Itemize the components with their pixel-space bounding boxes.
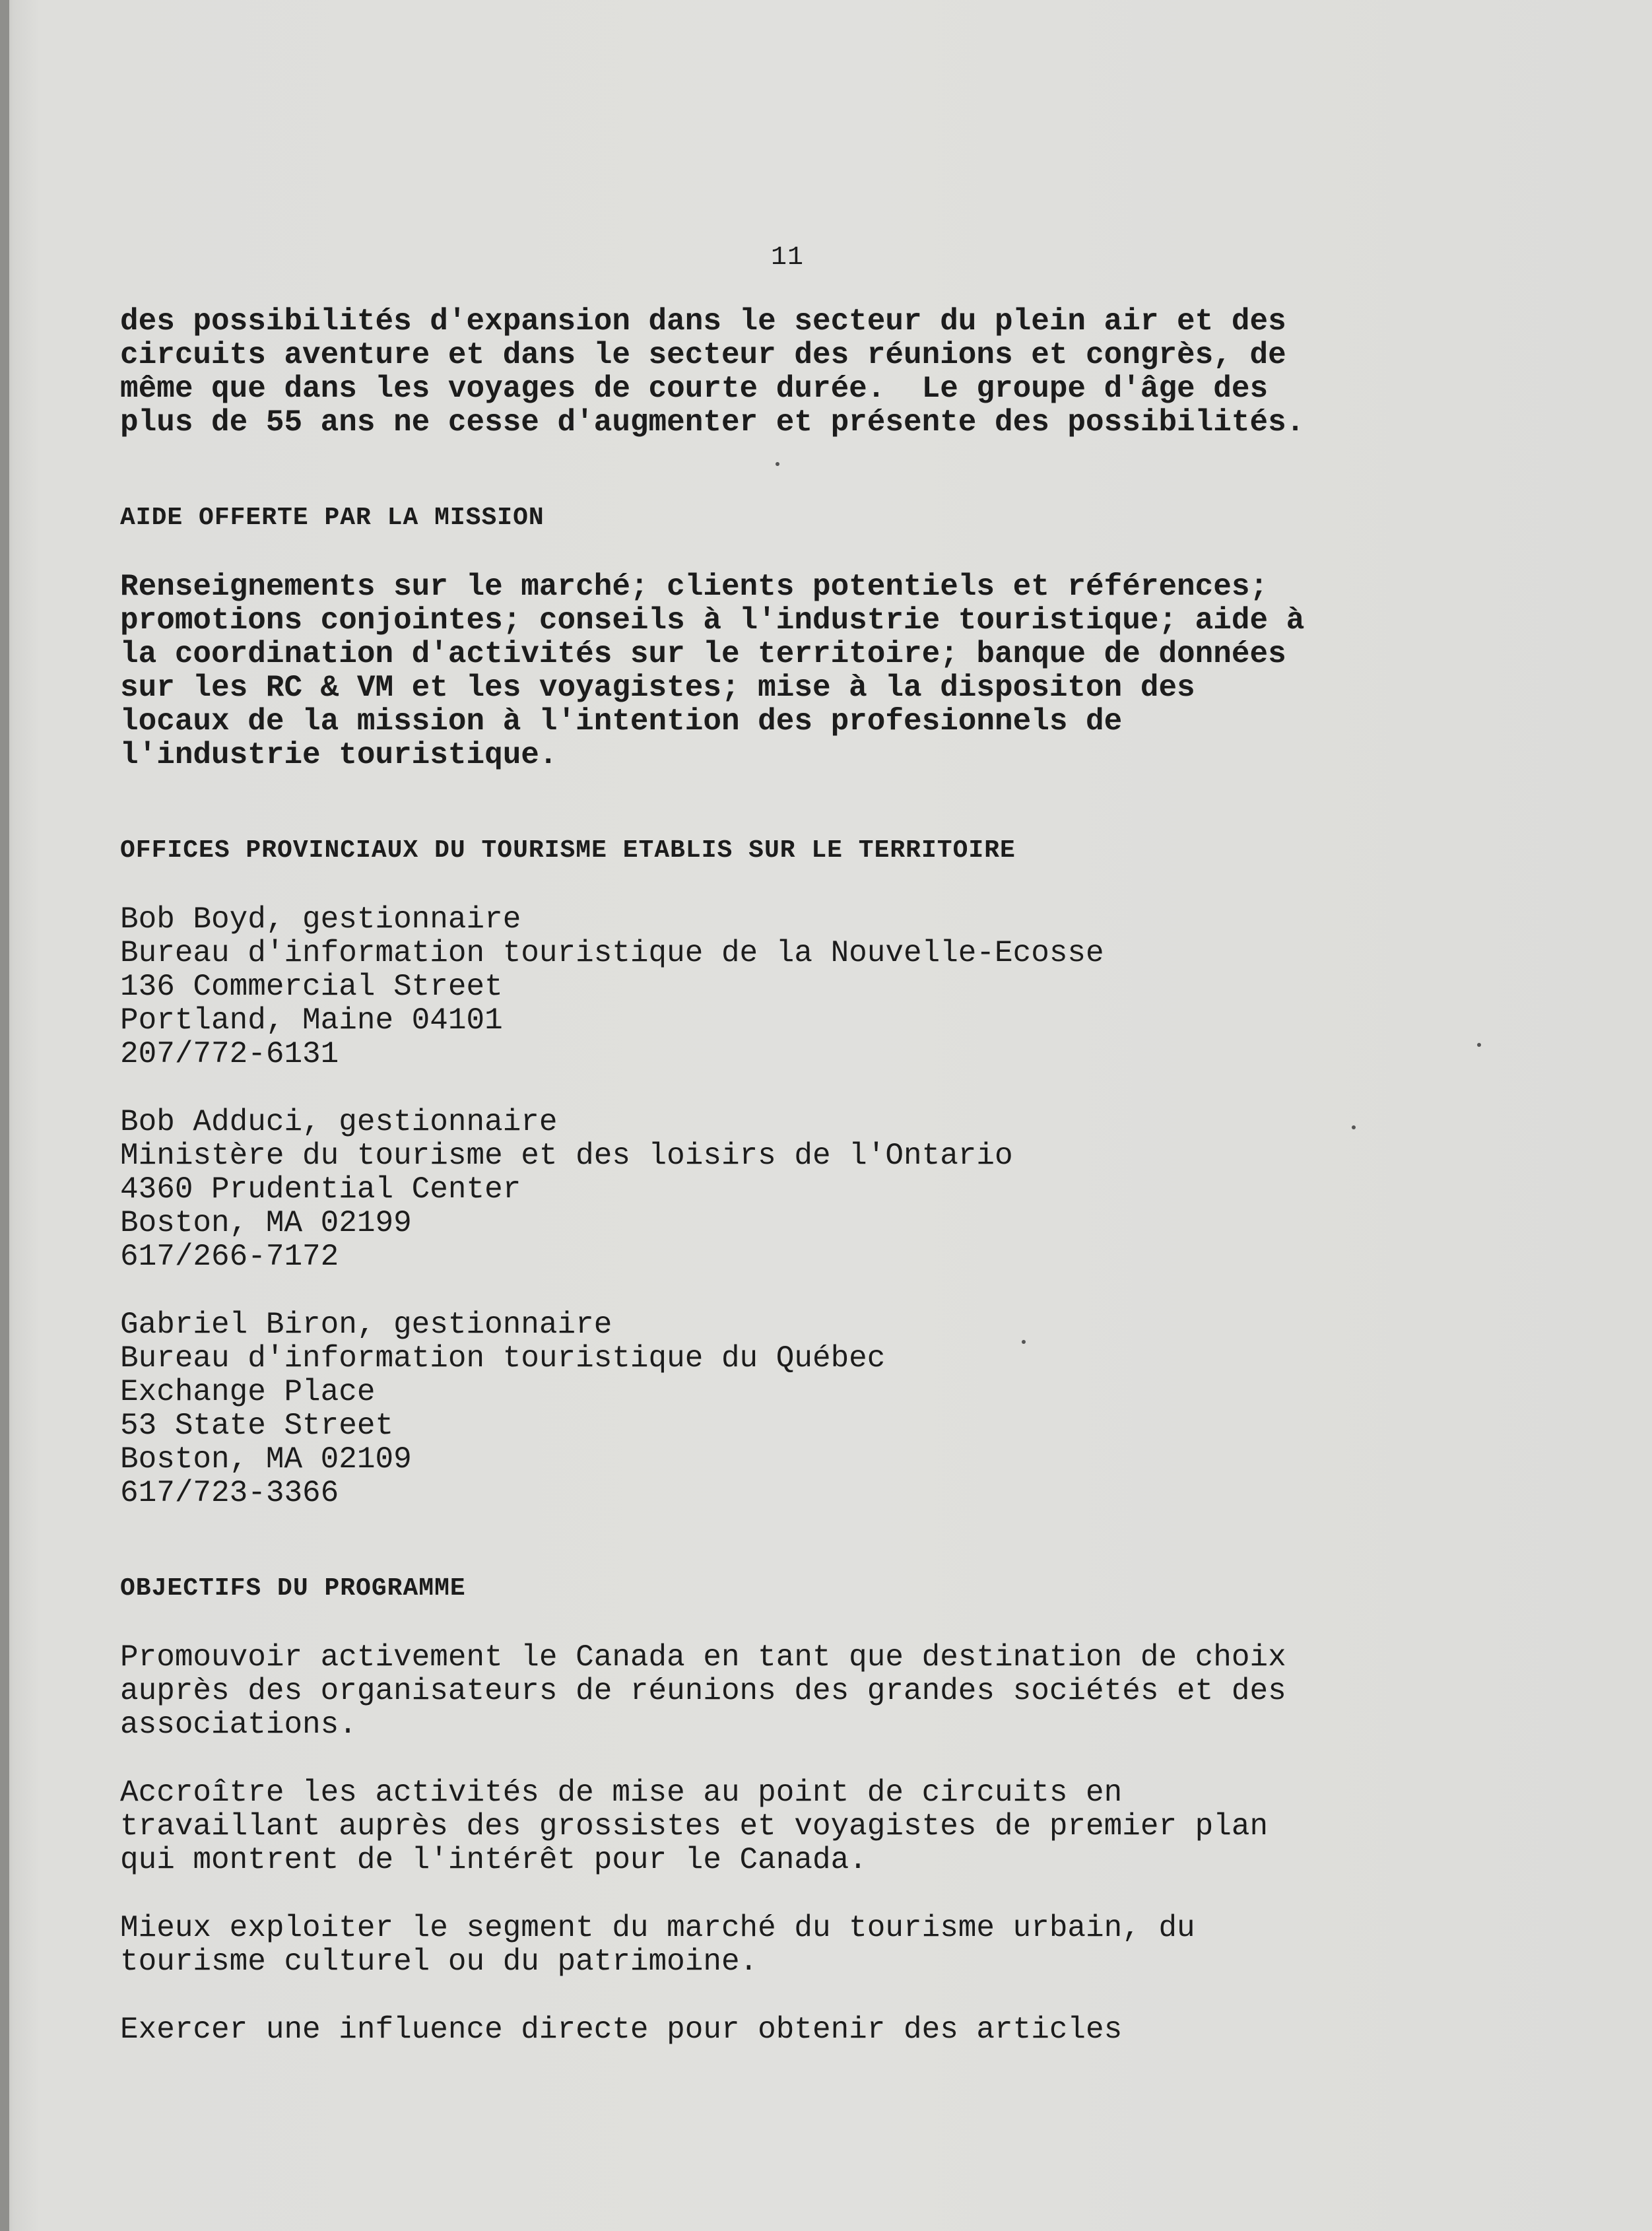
section-heading-aide: AIDE OFFERTE PAR LA MISSION [120,504,545,532]
scan-speck [1022,1340,1026,1344]
objectif-paragraph [120,2013,1506,2047]
contact-phone: 617/723-3366 [120,1476,339,1510]
contact-office: Ministère du tourisme et des loisirs de l'Ontario [120,1139,1013,1173]
intro-line: circuits aventure et dans le secteur des réunions et congrès, de [120,338,1286,372]
contact-city: Portland, Maine 04101 [120,1003,503,1038]
contact-name: Bob Boyd, gestionnaire [120,902,521,937]
aide-line: Renseignements sur le marché; clients potentiels et références; [120,570,1269,604]
scan-speck [1477,1043,1481,1047]
scan-edge [0,0,9,2231]
section-heading-objectifs: OBJECTIFS DU PROGRAMME [120,1574,466,1603]
objectif-paragraph [120,1641,1506,1742]
contact-city: Boston, MA 02199 [120,1206,412,1240]
objectif-line: Exercer une influence directe pour obtenir des articles [120,2013,1123,2047]
intro-paragraph [120,305,1506,440]
objectif-paragraph [120,1776,1506,1877]
contact-block-quebec [120,1308,1506,1510]
contact-street: 53 State Street [120,1409,394,1443]
contact-phone: 207/772-6131 [120,1037,339,1071]
contact-name: Gabriel Biron, gestionnaire [120,1308,612,1342]
objectif-line: associations. [120,1708,357,1742]
objectif-line: Accroître les activités de mise au point de circuits en [120,1776,1123,1810]
page-number: 11 [771,243,805,273]
scan-speck [1352,1125,1356,1129]
contact-office: Bureau d'information touristique de la Nouvelle-Ecosse [120,936,1104,970]
intro-line: même que dans les voyages de courte durée. Le groupe d'âge des [120,372,1269,406]
objectif-line: auprès des organisateurs de réunions des grandes sociétés et des [120,1674,1286,1708]
aide-paragraph [120,570,1506,772]
aide-line: promotions conjointes; conseils à l'industrie touristique; aide à [120,603,1305,638]
objectif-line: Promouvoir activement le Canada en tant que destination de choix [120,1640,1286,1675]
contact-name: Bob Adduci, gestionnaire [120,1105,558,1139]
aide-line: locaux de la mission à l'intention des profesionnels de [120,704,1123,739]
contact-street: 136 Commercial Street [120,970,503,1004]
section-heading-offices: OFFICES PROVINCIAUX DU TOURISME ETABLIS SUR LE TERRITOIRE [120,836,1016,865]
aide-line: l'industrie touristique. [120,738,558,772]
aide-line: la coordination d'activités sur le territoire; banque de données [120,637,1286,671]
objectif-line: travaillant auprès des grossistes et voyagistes de premier plan [120,1809,1269,1844]
contact-block-nouvelle-ecosse [120,903,1506,1071]
contact-phone: 617/266-7172 [120,1240,339,1274]
objectif-paragraph [120,1912,1506,1979]
page-content [120,305,1506,2047]
contact-office: Bureau d'information touristique du Québec [120,1341,886,1376]
contact-building: Exchange Place [120,1375,376,1409]
contact-city: Boston, MA 02109 [120,1442,412,1477]
objectif-line: Mieux exploiter le segment du marché du tourisme urbain, du [120,1911,1195,1945]
objectif-line: qui montrent de l'intérêt pour le Canada. [120,1843,867,1877]
scan-speck [776,462,779,466]
aide-line: sur les RC & VM et les voyagistes; mise à la dispositon des [120,671,1195,705]
objectif-line: tourisme culturel ou du patrimoine. [120,1945,758,1979]
intro-line: des possibilités d'expansion dans le secteur du plein air et des [120,304,1286,339]
contact-block-ontario [120,1106,1506,1274]
contact-street: 4360 Prudential Center [120,1172,521,1207]
intro-line: plus de 55 ans ne cesse d'augmenter et présente des possibilités. [120,405,1305,440]
